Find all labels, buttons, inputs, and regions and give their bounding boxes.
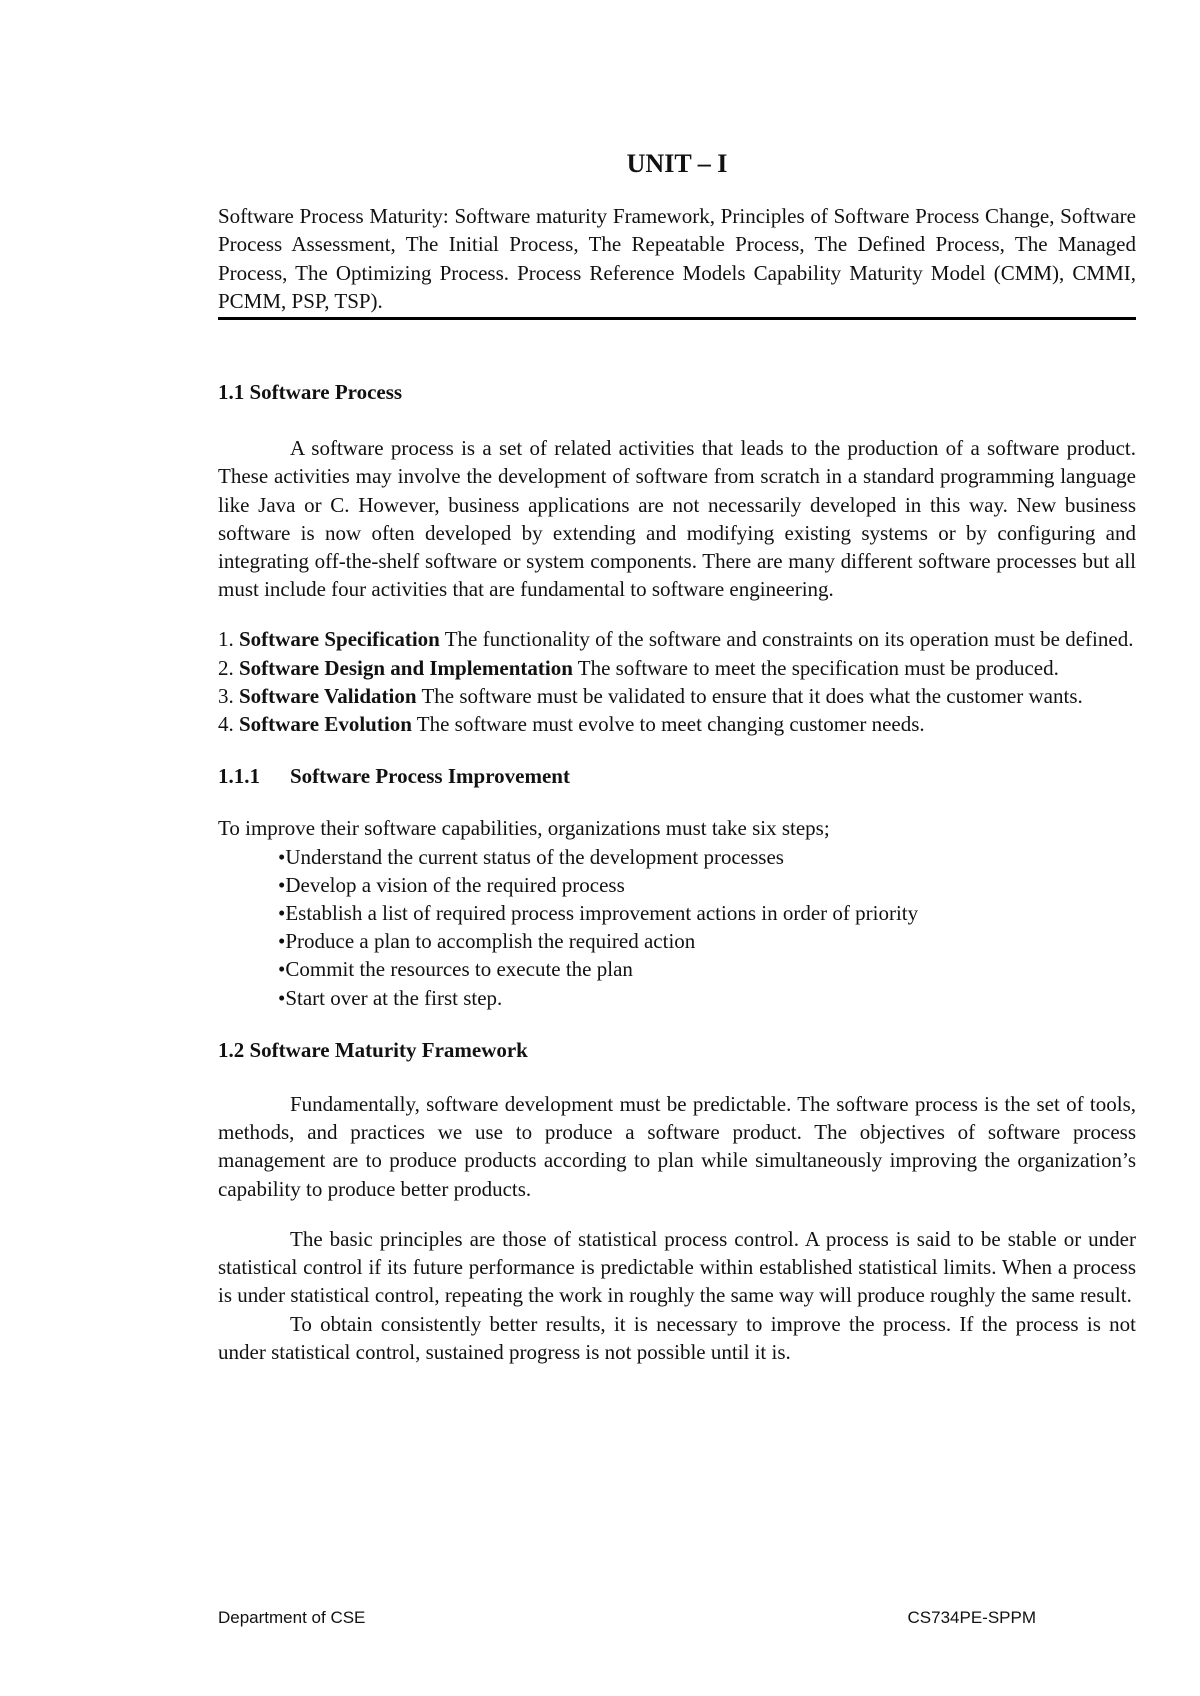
unit-title: UNIT – I: [626, 149, 728, 178]
section-heading-1-2: 1.2 Software Maturity Framework: [218, 1037, 528, 1062]
subsection-title: Software Process Improvement: [290, 764, 570, 789]
footer-department: Department of CSE: [218, 1608, 366, 1627]
list-item-1: 1. Software Specification The functionality of the software and constraints on its operation must be defined.: [218, 627, 1134, 652]
list-item-4: 4. Software Evolution The software must evolve to meet changing customer needs.: [218, 712, 925, 737]
bullet-item: •Understand the current status of the development processes: [278, 844, 784, 869]
improvement-intro: To improve their software capabilities, organizations must take six steps;: [218, 816, 830, 841]
list-item-3: 3. Software Validation The software must be validated to ensure that it does what the customer wants.: [218, 683, 1083, 708]
software-process-paragraph: A software process is a set of related activities that leads to the production of a software product. These activities may involve the development of software from scratch in a standard programming language like Java or C. However, business applications are not necessarily developed in this way. New business software is now often developed by extending and modifying existing systems or by configuring and integrating off-the-shelf software or system components. There are many different software processes but all must include four activities that are fundamental to software engineering.: [218, 436, 1136, 602]
list-item-2: 2. Software Design and Implementation The software to meet the specification must be produced.: [218, 655, 1059, 680]
syllabus-summary: Software Process Maturity: Software maturity Framework, Principles of Software Process Change, Software Process Assessment, The Initial Process, The Repeatable Process, The Defined Process, The Managed Process, The Optimizing Process. Process Reference Models Capability Maturity Model (CMM), CMMI, PCMM, PSP, TSP).: [218, 202, 1136, 320]
bullet-item: •Establish a list of required process improvement actions in order of priority: [278, 901, 919, 926]
subsection-number: 1.1.1: [218, 764, 260, 789]
improvement-steps-list: [218, 843, 1136, 1012]
section-heading-1-1: 1.1 Software Process: [218, 380, 403, 405]
maturity-paragraph-1: Fundamentally, software development must be predictable. The software process is the set of tools, methods, and practices we use to produce a software product. The objectives of software process management are to produce products according to plan while simultaneously improving the organization’s capability to produce better products.: [218, 1092, 1136, 1201]
maturity-paragraph-2: The basic principles are those of statistical process control. A process is said to be stable or under statistical control if its future performance is predictable within established statistical limits. When a process is under statistical control, repeating the work in roughly the same way will produce roughly the same result.: [218, 1226, 1136, 1308]
bullet-item: •Commit the resources to execute the plan: [278, 957, 633, 982]
page-content: [218, 150, 1136, 1366]
footer-course-code: CS734PE-SPPM: [907, 1608, 1036, 1627]
section-heading-1-1-1: [218, 762, 1136, 790]
list-item-4-term: Software Evolution: [239, 712, 412, 737]
list-item-3-term: Software Validation: [239, 683, 417, 708]
maturity-paragraph-3: To obtain consistently better results, it is necessary to improve the process. If the process is not under statistical control, sustained progress is not possible until it is.: [218, 1311, 1136, 1364]
bullet-item: •Develop a vision of the required process: [278, 872, 625, 897]
bullet-item: •Produce a plan to accomplish the required action: [278, 929, 696, 954]
list-item-2-term: Software Design and Implementation: [239, 655, 573, 680]
list-item-1-term: Software Specification: [239, 627, 440, 652]
bullet-item: •Start over at the first step.: [278, 985, 503, 1010]
